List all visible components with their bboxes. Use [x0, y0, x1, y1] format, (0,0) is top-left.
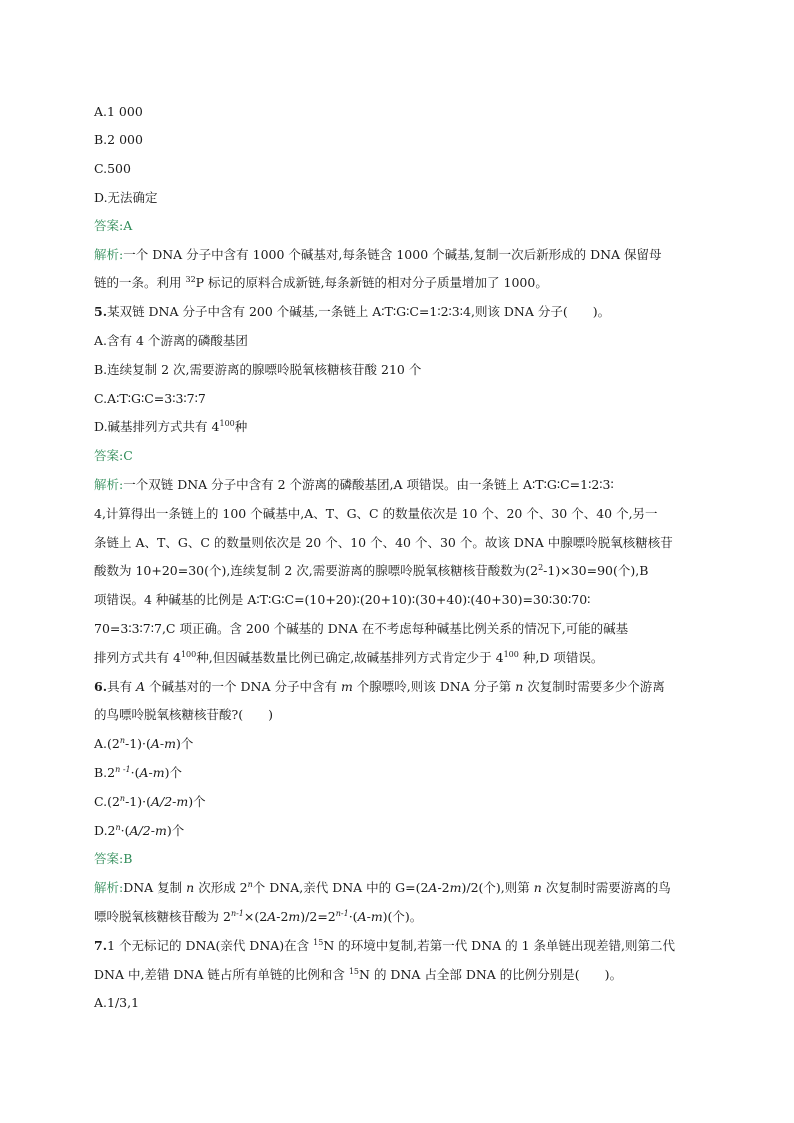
explanation-text: 个 DNA,亲代 DNA 中的 G=(2 [252, 880, 429, 895]
explanation-text: P 标记的原料合成新链,每条新链的相对分子质量增加了 1000。 [195, 275, 548, 290]
variable: A-m [357, 909, 383, 924]
q5-explanation-line-2: 4,计算得出一条链上的 100 个碱基中,A、T、G、C 的数量依次是 10 个、20 个、30 个、40 个,另一 [94, 506, 658, 521]
explanation-text: 酸数为 10+20=30(个),连续复制 2 次,需要游离的腺嘌呤脱氧核糖核苷酸数为(2 [94, 563, 539, 578]
question-number: 7. [94, 938, 108, 953]
answer-label: 答案: [94, 448, 124, 463]
q5-explanation-line-5: 项错误。4 种碱基的比例是 A∶T∶G∶C=(10+20)∶(20+10)∶(30+40)∶(40+30)=30∶30∶70∶ [94, 592, 591, 607]
q4-explanation-line-2 [94, 274, 548, 294]
explanation-text: ·( [348, 909, 358, 924]
explanation-text: 排列方式共有 4 [94, 650, 181, 665]
variable: A [428, 880, 438, 895]
variable: n [186, 880, 195, 895]
q7-stem-line-2 [94, 966, 622, 986]
superscript: 100 [180, 650, 197, 659]
superscript: 15 [313, 938, 324, 947]
superscript: 100 [219, 419, 235, 428]
q5-explanation-line-1 [94, 476, 614, 494]
q4-option-a: A.1 000 [94, 104, 143, 119]
explanation-text: 一个 DNA 分子中含有 1000 个碱基对,每条链含 1000 个碱基,复制一次后新形成的 DNA 保留母 [123, 247, 662, 262]
explanation-label: 解析: [94, 247, 124, 262]
q5-answer [94, 447, 133, 465]
question-text: DNA 中,差错 DNA 链占所有单链的比例和含 [94, 967, 349, 982]
superscript: 15 [348, 967, 360, 976]
question-number: 5. [94, 304, 108, 319]
option-text: )个 [188, 794, 206, 809]
q7-option-a: A.1/3,1 [94, 995, 140, 1010]
option-text: ·( [120, 823, 130, 838]
explanation-label: 解析: [94, 477, 124, 492]
explanation-text: 次形成 2 [194, 880, 248, 895]
variable: A-m [150, 736, 177, 751]
q7-stem-line-1 [94, 937, 675, 957]
question-text: 1 个无标记的 DNA(亲代 DNA)在含 [107, 938, 314, 953]
q5-explanation-line-4 [94, 562, 648, 582]
option-text: B.2 [94, 765, 116, 780]
answer-value: B [123, 851, 133, 866]
variable: A [136, 679, 146, 694]
superscript: n-1 [335, 909, 349, 918]
variable: m [288, 909, 301, 924]
explanation-text: 次复制时需要游离的鸟 [541, 880, 671, 895]
question-text: 个腺嘌呤,则该 DNA 分子第 [352, 679, 516, 694]
answer-label: 答案: [94, 218, 124, 233]
option-text: -1)·( [125, 794, 151, 809]
variable: m [340, 679, 353, 694]
option-text: C.(2 [94, 794, 120, 809]
q4-explanation-line-1 [94, 246, 662, 264]
option-text: )个 [176, 736, 194, 751]
answer-value: C [123, 448, 133, 463]
q4-option-b: B.2 000 [94, 132, 143, 147]
variable: A [267, 909, 277, 924]
superscript: n-1 [230, 909, 244, 918]
q5-stem [94, 303, 610, 321]
option-text: -1)·( [125, 736, 151, 751]
option-text: ·( [130, 765, 140, 780]
explanation-text: -2 [437, 880, 450, 895]
q5-option-a: A.含有 4 个游离的磷酸基团 [94, 333, 248, 348]
superscript: n -1 [115, 765, 131, 774]
answer-value: A [123, 218, 133, 233]
q6-answer [94, 850, 132, 868]
question-text: 次复制时需要多少个游离 [523, 679, 665, 694]
explanation-text: 链的一条。利用 [94, 275, 186, 290]
explanation-text: )/2=2 [300, 909, 336, 924]
option-text: D.碱基排列方式共有 4 [94, 419, 220, 434]
q5-explanation-line-3: 条链上 A、T、G、C 的数量则依次是 20 个、10 个、40 个、30 个。故该 DNA 中腺嘌呤脱氧核糖核苷 [94, 535, 673, 550]
variable: m [449, 880, 462, 895]
q5-option-b: B.连续复制 2 次,需要游离的腺嘌呤脱氧核糖核苷酸 210 个 [94, 362, 422, 377]
q6-option-d [94, 822, 184, 842]
explanation-text: 一个双链 DNA 分子中含有 2 个游离的磷酸基团,A 项错误。由一条链上 A∶T∶G∶C=1∶2∶3∶ [123, 477, 614, 492]
explanation-text: ×(2 [243, 909, 268, 924]
q5-explanation-line-7 [94, 649, 603, 669]
q4-option-c: C.500 [94, 161, 131, 176]
explanation-label: 解析: [94, 880, 124, 895]
q6-option-c [94, 793, 206, 813]
q6-stem-line-2: 的鸟嘌呤脱氧核糖核苷酸?( ) [94, 707, 273, 722]
superscript: n [115, 823, 121, 832]
q4-option-d: D.无法确定 [94, 190, 158, 205]
q5-option-d [94, 418, 247, 438]
superscript: 2 [538, 563, 544, 572]
question-text: N 的环境中复制,若第一代 DNA 的 1 条单链出现差错,则第二代 [323, 938, 676, 953]
variable: n [515, 679, 524, 694]
option-text: )个 [164, 765, 182, 780]
explanation-text: DNA 复制 [123, 880, 187, 895]
variable: A-m [139, 765, 165, 780]
variable: A/2-m [150, 794, 189, 809]
option-text: A.(2 [94, 736, 120, 751]
q5-explanation-line-6: 70=3∶3∶7∶7,C 项正确。含 200 个碱基的 DNA 在不考虑每种碱基比例关系的情况下,可能的碱基 [94, 621, 629, 636]
superscript: 100 [503, 650, 519, 659]
superscript: n [247, 880, 253, 889]
q6-explanation-line-1 [94, 879, 671, 899]
answer-label: 答案: [94, 851, 124, 866]
question-text: 具有 [107, 679, 137, 694]
option-text: )个 [166, 823, 185, 838]
q6-stem-line-1 [94, 678, 665, 696]
option-text: 种 [234, 419, 248, 434]
q4-answer [94, 217, 132, 235]
superscript: 32 [185, 275, 196, 284]
explanation-text: 种,但因碱基数量比例已确定,故碱基排列方式肯定少于 4 [196, 650, 504, 665]
q6-explanation-line-2 [94, 908, 422, 928]
explanation-text: )/2(个),则第 [461, 880, 534, 895]
question-number: 6. [94, 679, 108, 694]
question-text: N 的 DNA 占全部 DNA 的比例分别是( )。 [359, 967, 623, 982]
q6-option-b [94, 764, 182, 784]
explanation-text: -2 [276, 909, 289, 924]
variable: n [533, 880, 542, 895]
superscript: n [119, 736, 125, 745]
explanation-text: )(个)。 [382, 909, 423, 924]
question-text: 个碱基对的一个 DNA 分子中含有 [145, 679, 341, 694]
explanation-text: 种,D 项错误。 [518, 650, 604, 665]
option-text: D.2 [94, 823, 116, 838]
q5-option-c: C.A∶T∶G∶C=3∶3∶7∶7 [94, 391, 206, 406]
variable: A/2-m [129, 823, 167, 838]
explanation-text: -1)×30=90(个),B [543, 563, 649, 578]
superscript: n [119, 794, 126, 803]
q6-option-a [94, 735, 193, 755]
explanation-text: 嘌呤脱氧核糖核苷酸为 2 [94, 909, 231, 924]
question-text: 某双链 DNA 分子中含有 200 个碱基,一条链上 A∶T∶G∶C=1∶2∶3∶4,则该 DNA 分子( )。 [107, 304, 611, 319]
